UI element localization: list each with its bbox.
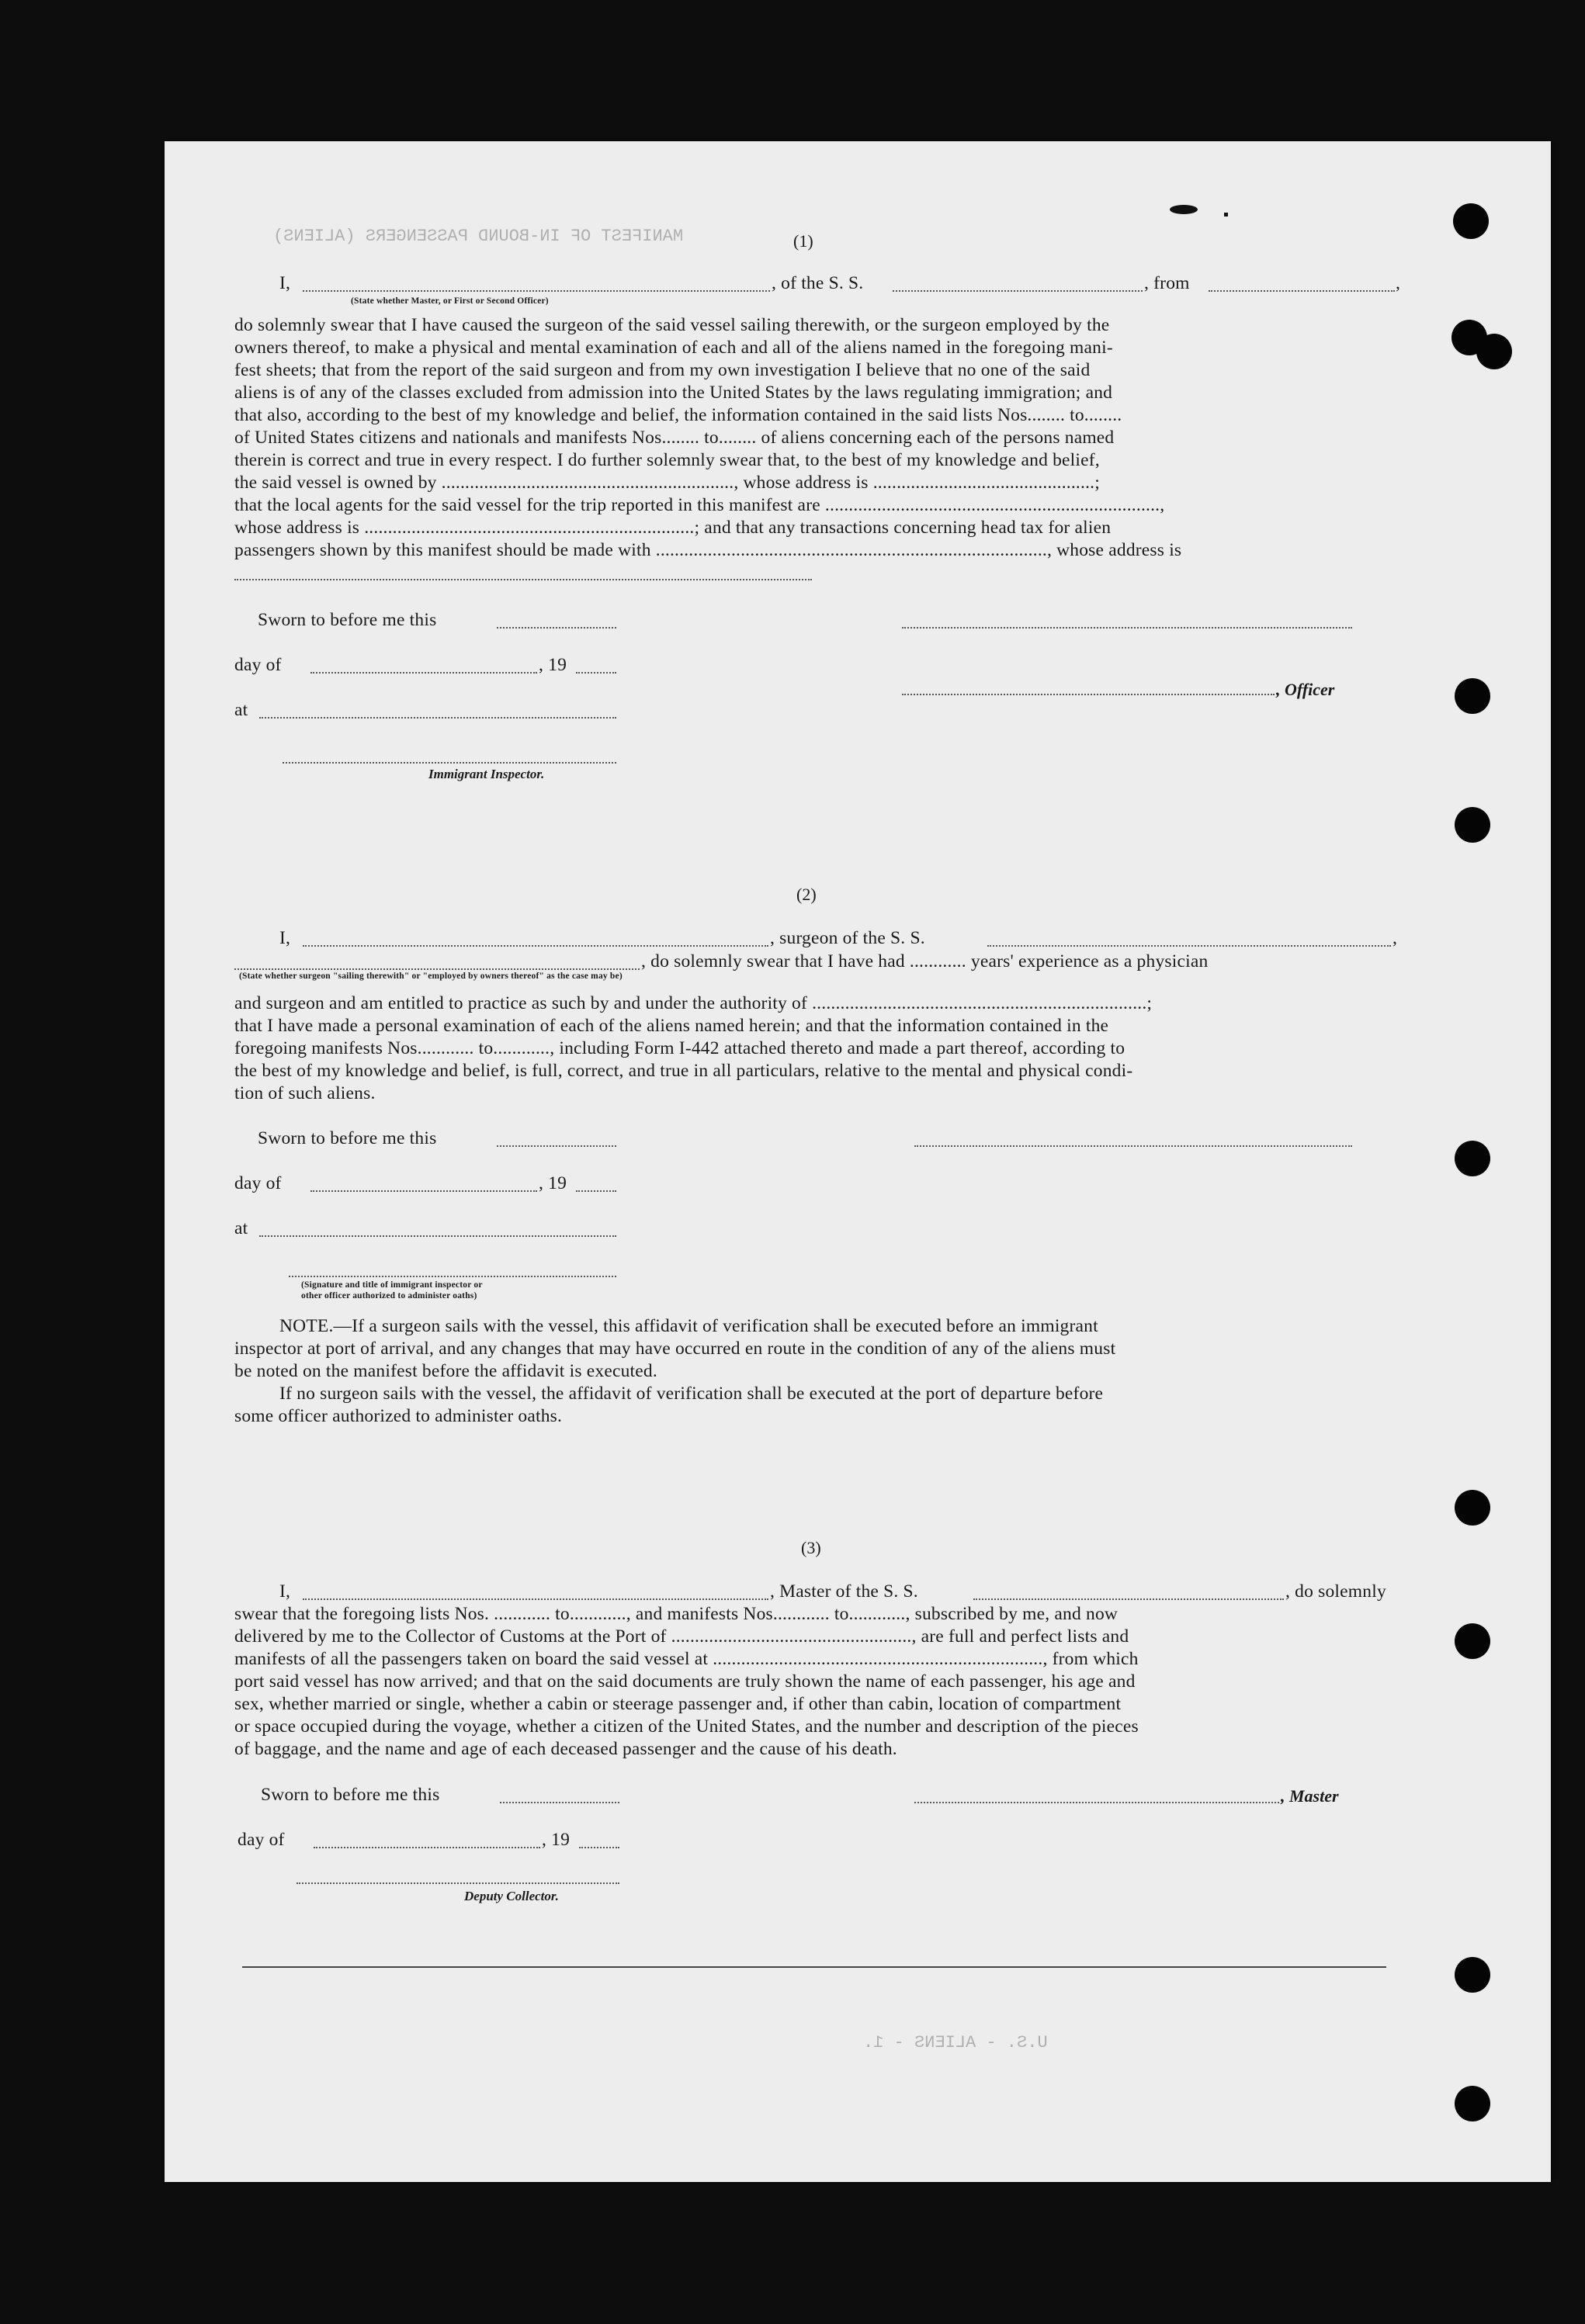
binder-hole [1455, 2086, 1490, 2121]
s3-line1-prefix: I, [279, 1581, 291, 1602]
s3-line1-end: , do solemnly [1285, 1581, 1386, 1602]
s1-address-field [234, 579, 812, 580]
s3-body-line: port said vessel has now arrived; and that on the said documents are truly shown the name of each passenger, his age and [234, 1671, 1136, 1692]
s3-body-line: sex, whether married or single, whether a cabin or steerage passenger and, if other than cabin, location of compartment [234, 1694, 1122, 1714]
s2-year-field [576, 1190, 616, 1192]
binder-hole [1476, 334, 1512, 369]
s1-body-line: that also, according to the best of my knowledge and belief, the information contained in the said lists Nos........ to........ [234, 405, 1122, 425]
s2-body-line: foregoing manifests Nos............ to............, including Form I-442 attached thereto and made a part thereof, according to [234, 1038, 1125, 1058]
s2-surgeon-type-field [234, 968, 640, 970]
s1-day-field [310, 672, 537, 674]
binder-hole [1455, 1141, 1490, 1176]
s1-officer-signature-line [902, 627, 1352, 629]
manifest-back-page: MANIFEST OF IN-BOUND PASSENGERS (ALIENS) (1) I, , of the S. S. , from , (State whether Master, or First or Second Officer) do solemnly swear that I have caused the surgeon of the said vessel sailing therewith, or the surgeon employed by the owners thereof, to make a physical and mental examination of each and all of the aliens named in the foregoing mani- fest sheets; that from the report of the said surgeon and from my own investigation I believe that no one of the said aliens is of any of the classes excluded from admission into the United States by the laws regulating immigration; and that also, according to the best of my knowledge and belief, the information contained in the said lists Nos........ to........ of United States citizens and nationals and manifests Nos........ to........ of aliens concerning each of the persons named therein is correct and true in every respect. I do further solemnly swear that, to the best of my knowledge and belief, the said vessel is owned by .............................................................., whose address is ...............................................; that the local agents for the said vessel for the trip reported in this manifest are ......................................................................., whose address is ......................................................................; and that any transactions concerning head tax for alien passengers shown by this manifest should be made with ..................................................................................., whose address is Sworn to before me this day of , 19 , Officer at Immigrant Inspector. (2) I, , surgeon of the S. S. , , do solemnly swear that I have had ............ years' experience as a physician (State whether surgeon "sailing therewith" or "employed by owners thereof" as the case may be) and surgeon and am entitled to practice as such by and under the authority of .......................................................................; that I have made a personal examination of each of the aliens named herein; and that the information contained in the foregoing manifests Nos............ to............, including Form I-442 attached thereto and made a part thereof, according to the best of my knowledge and belief, is full, correct, and true in all particulars, relative to the mental and physical condi- tion of such aliens. Sworn to before me this day of , 19 at (Signature and title of immigrant inspector or other officer authorized to administer oaths) NOTE.—If a surgeon sails with the vessel, this affidavit of verification shall be executed before an immigrant inspector at port of arrival, and any changes that may have occurred en route in the condition of any of the aliens must be noted on the manifest before the affidavit is executed. If no surgeon sails with the vessel, the affidavit of verification shall be executed at the port of departure before some officer authorized to administer oaths. (3) I, , Master of the S. S. , do solemnly swear that the foregoing lists Nos. ............ to............, and manifests Nos............ to............, subscribed by me, and now delivered by me to the Collector of Customs at the Port of ..................................................., are full and perfect lists and manifests of all the passengers taken on board the said vessel at ......................................................................, from which port said vessel has now arrived; and that on the said documents are truly shown the name of each passenger, his age and sex, whether married or single, whether a cabin or steerage passenger and, if other than cabin, location of compartment or space occupied during the voyage, whether a citizen of the United States, and the number and description of the pieces of baggage, and the name and age of each deceased passenger and the cause of his death. Sworn to before me this , Master day of , 19 Deputy Collector. U.S. - ALIENS - 1. [165, 141, 1551, 2182]
s1-body-line: therein is correct and true in every respect. I do further solemnly swear that, to the best of my knowledge and belief, [234, 450, 1100, 470]
s2-surgeon-signature-line [914, 1145, 1352, 1147]
section-1-number: (1) [793, 231, 813, 251]
s2-note-line: NOTE.—If a surgeon sails with the vessel, this affidavit of verification shall be executed before an immigrant [279, 1316, 1098, 1336]
s1-body-line: of United States citizens and nationals and manifests Nos........ to........ of aliens concerning each of the persons named [234, 428, 1115, 448]
s2-note-line: some officer authorized to administer oaths. [234, 1406, 563, 1426]
binder-hole [1453, 203, 1489, 239]
s2-inspector-signature-line [289, 1276, 616, 1277]
s3-sworn-label: Sworn to before me this [261, 1785, 440, 1805]
ink-fleck [1170, 205, 1198, 214]
s3-year-field [579, 1847, 619, 1848]
s1-at-label: at [234, 700, 248, 720]
s2-surgeon-field [303, 945, 768, 947]
s2-year-label: , 19 [539, 1173, 567, 1193]
binder-hole [1455, 678, 1490, 714]
s2-note-line: inspector at port of arrival, and any changes that may have occurred en route in the condition of any of the aliens must [234, 1339, 1116, 1359]
s1-body-line: do solemnly swear that I have caused the surgeon of the said vessel sailing therewith, or the surgeon employed by the [234, 315, 1110, 335]
s1-inspector-label: Immigrant Inspector. [428, 767, 545, 781]
s3-master-label: , Master [1281, 1786, 1339, 1806]
s1-body-line: aliens is of any of the classes excluded from admission into the United States by the laws regulating immigration; and [234, 383, 1113, 403]
s1-inspector-signature-line [283, 762, 616, 764]
s2-at-field [259, 1235, 616, 1237]
s1-body-line: that the local agents for the said vessel for the trip reported in this manifest are ......................................................................., [234, 495, 1165, 515]
s3-sworn-field [500, 1802, 619, 1803]
s1-vessel-field [893, 290, 1143, 292]
s1-at-field [259, 717, 616, 719]
s2-day-field [310, 1190, 537, 1192]
s2-line2: , do solemnly swear that I have had ............ years' experience as a physician [641, 951, 1209, 972]
s3-line1-mid: , Master of the S. S. [770, 1581, 918, 1602]
s1-sworn-field [497, 627, 616, 629]
s2-line1-prefix: I, [279, 928, 291, 948]
binder-hole [1455, 1957, 1490, 1993]
s3-master-signature-line [914, 1802, 1279, 1803]
bottom-rule [242, 1966, 1386, 1968]
s3-body-line: swear that the foregoing lists Nos. ............ to............, and manifests Nos............ to............, subscribed by me, and now [234, 1604, 1119, 1624]
s3-body-line: delivered by me to the Collector of Customs at the Port of ..................................................., are full and perfect lists and [234, 1626, 1129, 1647]
s2-note-line: be noted on the manifest before the affidavit is executed. [234, 1361, 657, 1381]
s1-body-line: passengers shown by this manifest should be made with ..................................................................................., whose address is [234, 540, 1182, 560]
s2-at-label: at [234, 1218, 248, 1238]
s1-officer-label: , Officer [1276, 680, 1335, 699]
s1-body-line: whose address is ......................................................................; and that any transactions concerning head tax for alien [234, 518, 1112, 538]
s3-day-label: day of [238, 1830, 285, 1850]
s2-sworn-label: Sworn to before me this [258, 1128, 437, 1148]
section-3-number: (3) [801, 1538, 821, 1557]
s1-year-field [576, 672, 616, 674]
s2-sworn-field [497, 1145, 616, 1147]
binder-hole [1455, 1490, 1490, 1526]
s2-line1-mid: , surgeon of the S. S. [770, 928, 925, 948]
s3-master-field [303, 1598, 768, 1600]
s1-officer-field [303, 290, 770, 292]
s2-body-line: tion of such aliens. [234, 1083, 376, 1103]
s2-day-label: day of [234, 1173, 282, 1193]
s1-from-field [1209, 290, 1395, 292]
s1-officer-note: (State whether Master, or First or Second Officer) [351, 296, 549, 306]
s1-year-label: , 19 [539, 655, 567, 675]
s2-note-line: If no surgeon sails with the vessel, the affidavit of verification shall be executed at the port of departure before [279, 1384, 1104, 1404]
s1-body-line: fest sheets; that from the report of the said surgeon and from my own investigation I believe that no one of the said [234, 360, 1091, 380]
binder-hole [1455, 807, 1490, 843]
s2-sig-note: other officer authorized to administer oaths) [301, 1291, 477, 1301]
s3-body-line: of baggage, and the name and age of each deceased passenger and the cause of his death. [234, 1739, 897, 1759]
s1-body-line: the said vessel is owned by .............................................................., whose address is ...............................................; [234, 473, 1100, 493]
s1-day-label: day of [234, 655, 282, 675]
s1-body-line: owners thereof, to make a physical and mental examination of each and all of the aliens named in the foregoing mani- [234, 338, 1113, 358]
s2-body-line: and surgeon and am entitled to practice as such by and under the authority of .......................................................................; [234, 993, 1153, 1013]
s3-vessel-field [973, 1598, 1284, 1600]
s2-line1-end: , [1393, 928, 1398, 948]
s1-sworn-label: Sworn to before me this [258, 610, 437, 630]
s2-surgeon-note: (State whether surgeon "sailing therewith" or "employed by owners thereof" as the case may be) [239, 972, 623, 981]
bleed-through-text: MANIFEST OF IN-BOUND PASSENGERS (ALIENS) [273, 227, 684, 246]
bleed-through-text: U.S. - ALIENS - 1. [863, 2033, 1048, 2052]
binder-hole [1455, 1623, 1490, 1659]
s2-body-line: the best of my knowledge and belief, is full, correct, and true in all particulars, relative to the mental and physical condi- [234, 1061, 1133, 1081]
s2-body-line: that I have made a personal examination of each of the aliens named herein; and that the information contained in the [234, 1016, 1109, 1036]
s3-year-label: , 19 [542, 1830, 571, 1850]
s3-deputy-signature-line [297, 1882, 619, 1884]
s2-vessel-field [987, 945, 1391, 947]
s1-line1-prefix: I, [279, 273, 291, 293]
s3-day-field [314, 1847, 540, 1848]
s3-body-line: or space occupied during the voyage, whether a citizen of the United States, and the number and description of the pieces [234, 1716, 1139, 1737]
s3-deputy-label: Deputy Collector. [464, 1889, 559, 1903]
ink-fleck [1224, 213, 1228, 216]
section-2-number: (2) [796, 885, 817, 904]
s1-line1-mid: , of the S. S. [772, 273, 864, 293]
s1-line1-from: , from [1144, 273, 1190, 293]
s1-officer-name-line [902, 694, 1275, 695]
s3-body-line: manifests of all the passengers taken on board the said vessel at ......................................................................, from which [234, 1649, 1139, 1669]
s2-sig-note: (Signature and title of immigrant inspector or [301, 1280, 483, 1290]
